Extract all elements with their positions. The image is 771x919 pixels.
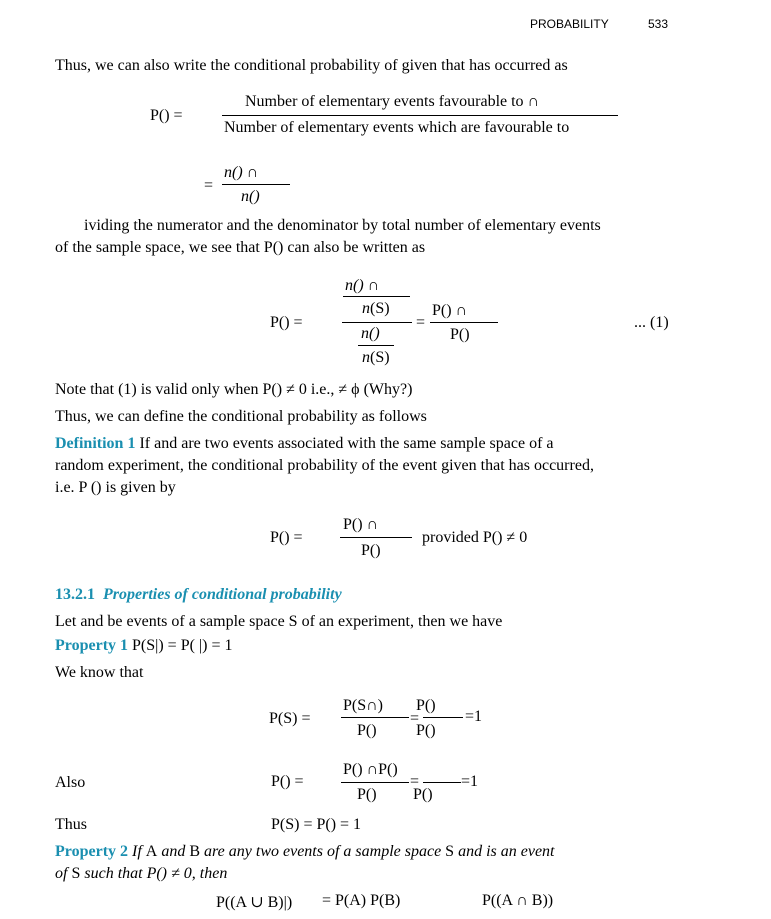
note-text: Note that (1) is valid only when P() ≠ 0 i.e., ≠ ϕ (Why?) [55, 381, 413, 398]
eq3-top-denominator-n: n [362, 300, 370, 317]
eq3-bottom-denominator-n: n [362, 349, 370, 366]
eq1-denominator: Number of elementary events which are favourable to [224, 119, 570, 136]
property2-t10: such that P() ≠ 0, then [80, 865, 228, 882]
also-denominator1: P() [357, 786, 377, 803]
thus-equation: P(S) = P() = 1 [271, 816, 362, 833]
property1-text: P(S|) = P( |) = 1 [128, 637, 233, 654]
intro-text: Thus, we can also write the conditional probability of given that has occurred as [55, 57, 568, 74]
eq5-lhs: P(S) = [269, 710, 311, 727]
property2-line1 [55, 843, 555, 861]
eq4-fraction-bar [340, 537, 412, 538]
eq3-rhs-denominator: P() [450, 326, 470, 343]
property2-t8: of [55, 865, 72, 882]
eq3-bottom-bar [358, 345, 394, 346]
eq4-condition: provided P() ≠ 0 [422, 529, 528, 546]
also-denominator2: P() [413, 786, 433, 803]
eq3-top-numerator: n() ∩ [345, 277, 380, 294]
eq5-numerator1: P(S∩) [343, 697, 384, 714]
eq3-lhs: P() = [270, 314, 303, 331]
eq1-lhs: P() = [150, 107, 183, 124]
eq5-denominator2: P() [416, 722, 436, 739]
eq3-rhs-bar [430, 322, 498, 323]
para1-line1: ividing the numerator and the denominator by total number of elementary events [84, 217, 601, 234]
eq5-bar2 [423, 717, 463, 718]
para1-line2: of the sample space, we see that P() can also be written as [55, 239, 426, 256]
eq3-bottom-denominator [362, 349, 390, 367]
eq5-denominator1: P() [357, 722, 377, 739]
eq3-top-denominator [362, 300, 390, 318]
eq3-main-bar [342, 322, 412, 323]
property2-t1: If [128, 843, 146, 860]
eq2-numerator: n() ∩ [224, 164, 259, 181]
also-tail: =1 [461, 773, 479, 790]
also-lhs: P() = [271, 773, 304, 790]
definition-line1 [55, 435, 554, 453]
last-eq-b: = P(A) P(B) [322, 892, 401, 909]
definition-line2: random experiment, the conditional probability of the event given that has occurred, [55, 457, 594, 474]
definition-label: Definition 1 [55, 435, 136, 452]
definition-line3: i.e. P () is given by [55, 479, 176, 496]
section-number: 13.2.1 [55, 586, 95, 603]
eq3-bottom-numerator: n() [361, 325, 380, 342]
also-numerator1: P() ∩P() [343, 761, 398, 778]
property2-t4: B [189, 843, 201, 860]
eq3-rhs-numerator: P() ∩ [432, 302, 468, 319]
page-number: 533 [648, 17, 669, 31]
define-intro: Thus, we can define the conditional probability as follows [55, 408, 427, 425]
definition-text1: If and are two events associated with the same sample space of a [135, 435, 554, 452]
eq2-equals: = [204, 177, 214, 194]
eq5-bar1 [341, 717, 409, 718]
let-line: Let and be events of a sample space S of an experiment, then we have [55, 613, 503, 630]
property2-label: Property 2 [55, 843, 129, 860]
also-label: Also [55, 774, 86, 791]
eq4-lhs: P() = [270, 529, 303, 546]
property2-t7: and is an event [454, 843, 555, 860]
property2-t3: and [157, 843, 190, 860]
eq3-top-denominator-rest: (S) [370, 300, 390, 317]
thus-label: Thus [55, 816, 87, 833]
property2-t5: are any two events of a sample space [200, 843, 446, 860]
section-title: Properties of conditional probability [103, 586, 342, 603]
property1-label: Property 1 [55, 637, 129, 654]
last-eq-c: P((A ∩ B)) [482, 892, 554, 909]
eq2-denominator: n() [241, 188, 260, 205]
eq5-numerator2: P() [416, 697, 436, 714]
eq3-bottom-denominator-rest: (S) [370, 349, 390, 366]
property2-line2 [55, 865, 227, 883]
eq1-fraction-bar [222, 115, 618, 116]
eq2-fraction-bar [222, 184, 290, 185]
eq5-equals: = [410, 710, 420, 727]
property2-t6: S [445, 843, 455, 860]
running-header-title: PROBABILITY [530, 17, 609, 31]
eq4-numerator: P() ∩ [343, 516, 379, 533]
we-know-text: We know that [55, 664, 144, 681]
eq1-numerator: Number of elementary events favourable to ∩ [245, 93, 540, 110]
last-eq-a: P((A ∪ B)|) [216, 894, 293, 911]
property2-t9: S [71, 865, 81, 882]
also-bar1 [341, 782, 409, 783]
section-heading [55, 586, 342, 604]
also-bar2 [423, 782, 461, 783]
eq3-top-bar [343, 296, 410, 297]
property1 [55, 637, 232, 655]
eq3-tag: ... (1) [634, 314, 669, 331]
also-equals: = [410, 773, 420, 790]
property2-t2: A [145, 843, 158, 860]
eq5-tail: =1 [465, 708, 483, 725]
eq3-equals: = [416, 314, 426, 331]
eq4-denominator: P() [361, 542, 381, 559]
